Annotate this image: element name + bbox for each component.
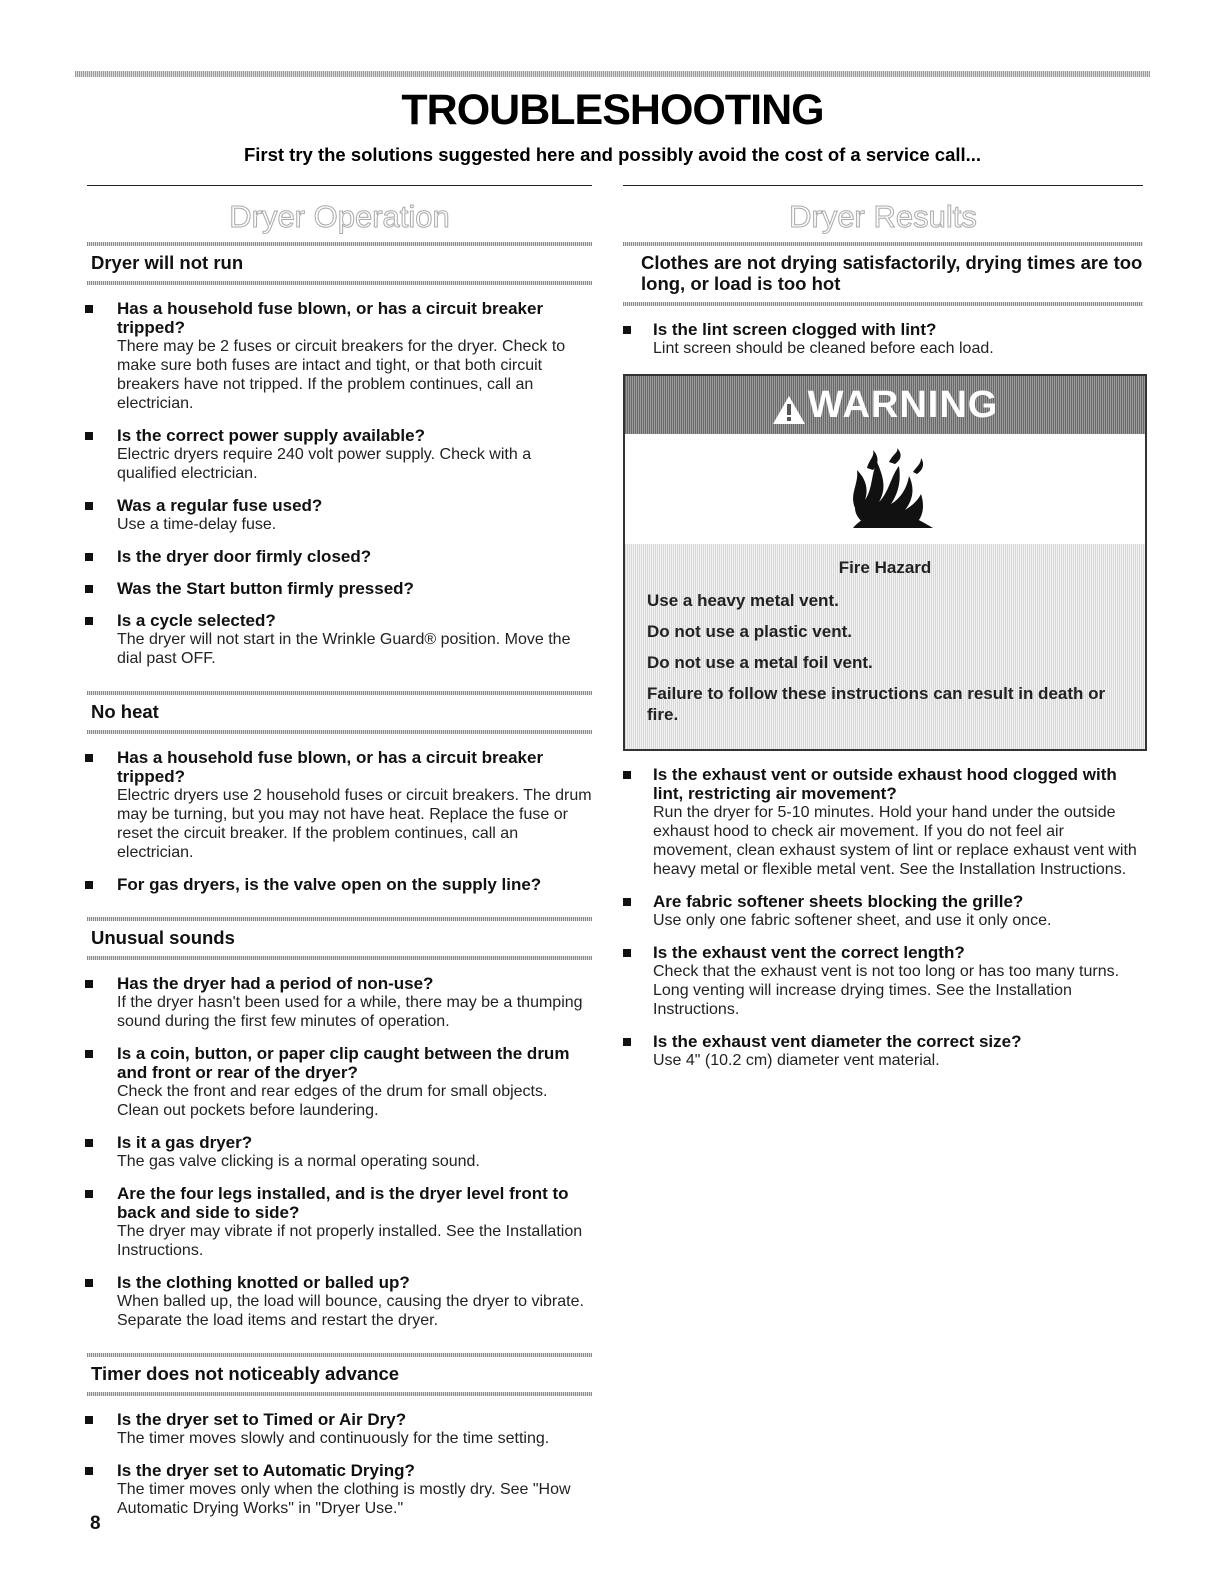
left-column bbox=[87, 185, 592, 1541]
section-gap bbox=[87, 1531, 592, 1541]
warning-box bbox=[623, 374, 1147, 751]
item-question: Is the clothing knotted or balled up? bbox=[117, 1273, 410, 1292]
troubleshooting-item bbox=[102, 974, 592, 1031]
item-answer: Electric dryers use 2 household fuses or circuit breakers. The drum may be turning, but you may not have heat. Replace the fuse or reset the circuit breaker. If the problem continues, call an electrician. bbox=[117, 787, 592, 861]
item-answer: The timer moves only when the clothing is mostly dry. See "How Automatic Drying Works" in "Dryer Use." bbox=[117, 1481, 571, 1517]
fire-hazard-pictogram bbox=[625, 434, 1145, 544]
page-number: 8 bbox=[90, 1513, 101, 1534]
item-answer: If the dryer hasn't been used for a while, there may be a thumping sound during the first few minutes of operation. bbox=[117, 994, 583, 1030]
item-question: Is the exhaust vent diameter the correct size? bbox=[653, 1032, 1022, 1051]
bullet-icon bbox=[85, 305, 93, 313]
hazard-title: Fire Hazard bbox=[838, 558, 932, 577]
item-answer: Check the front and rear edges of the drum for small objects. Clean out pockets before laundering. bbox=[117, 1083, 548, 1119]
section-title: Clothes are not drying satisfactorily, drying times are too long, or load is too hot bbox=[641, 252, 1143, 294]
item-question: Is a coin, button, or paper clip caught between the drum and front or rear of the dryer? bbox=[117, 1044, 570, 1082]
fire-icon bbox=[843, 448, 939, 535]
bullet-icon bbox=[85, 881, 93, 889]
item-question: Is the lint screen clogged with lint? bbox=[653, 320, 937, 339]
troubleshooting-item bbox=[102, 547, 592, 566]
section-gap bbox=[87, 1343, 592, 1353]
item-answer: There may be 2 fuses or circuit breakers for the dryer. Check to make sure both fuses are intact and tight, or that both circuit breakers have not tripped. If the problem continues, call an electrician. bbox=[117, 338, 566, 412]
item-list bbox=[87, 748, 592, 894]
item-answer: Electric dryers require 240 volt power supply. Check with a qualified electrician. bbox=[117, 446, 532, 482]
troubleshooting-item bbox=[102, 426, 592, 483]
bullet-icon bbox=[623, 771, 631, 779]
item-answer: Use a time-delay fuse. bbox=[117, 516, 277, 533]
item-question: Was the Start button firmly pressed? bbox=[117, 579, 414, 598]
section-title: Dryer will not run bbox=[91, 252, 244, 273]
bullet-icon bbox=[85, 553, 93, 561]
item-list bbox=[623, 765, 1143, 1070]
troubleshooting-item bbox=[623, 943, 1143, 1019]
troubleshooting-item bbox=[102, 1461, 592, 1518]
section-title: No heat bbox=[91, 701, 159, 722]
item-question: Is the dryer set to Automatic Drying? bbox=[117, 1461, 415, 1480]
dotted-rule bbox=[87, 956, 592, 960]
warning-label: WARNING bbox=[807, 384, 999, 426]
bullet-icon bbox=[623, 898, 631, 906]
item-answer: When balled up, the load will bounce, causing the dryer to vibrate. Separate the load items and restart the dryer. bbox=[117, 1293, 584, 1329]
dotted-rule bbox=[87, 730, 592, 734]
page-subtitle: First try the solutions suggested here and possibly avoid the cost of a service call... bbox=[243, 144, 982, 165]
item-question: Is the exhaust vent the correct length? bbox=[653, 943, 965, 962]
warning-line: Use a heavy metal vent. bbox=[647, 591, 839, 610]
item-list bbox=[87, 299, 592, 668]
item-answer: The dryer will not start in the Wrinkle Guard® position. Move the dial past OFF. bbox=[117, 631, 571, 667]
warning-line: Do not use a plastic vent. bbox=[647, 622, 852, 641]
item-answer: Run the dryer for 5-10 minutes. Hold your hand under the outside exhaust hood to check air movement. If you do not feel air movement, clean exhaust system of lint or replace exhaust vent with heavy metal or flexible metal vent. See the Installation Instructions. bbox=[653, 804, 1137, 878]
item-question: Are the four legs installed, and is the dryer level front to back and side to side? bbox=[117, 1184, 569, 1222]
warning-line: Failure to follow these instructions can result in death or fire. bbox=[647, 684, 1106, 724]
troubleshooting-item bbox=[102, 611, 592, 668]
bullet-icon bbox=[85, 617, 93, 625]
bullet-icon bbox=[623, 949, 631, 957]
item-question: Is a cycle selected? bbox=[117, 611, 276, 630]
column-heading-dryer-results: Dryer Results bbox=[789, 199, 977, 234]
item-question: Has a household fuse blown, or has a circuit breaker tripped? bbox=[117, 748, 544, 786]
item-answer: The gas valve clicking is a normal operating sound. bbox=[117, 1153, 480, 1170]
dotted-rule bbox=[623, 302, 1143, 306]
troubleshooting-item bbox=[102, 299, 592, 413]
item-question: Is the correct power supply available? bbox=[117, 426, 425, 445]
bullet-icon bbox=[623, 1038, 631, 1046]
warning-banner bbox=[625, 376, 1145, 434]
item-answer: Use 4" (10.2 cm) diameter vent material. bbox=[653, 1052, 940, 1069]
bullet-icon bbox=[85, 1190, 93, 1198]
troubleshooting-item bbox=[102, 1184, 592, 1260]
item-answer: Lint screen should be cleaned before each load. bbox=[653, 340, 994, 357]
bullet-icon bbox=[85, 1050, 93, 1058]
item-answer: The timer moves slowly and continuously for the time setting. bbox=[117, 1430, 550, 1447]
bullet-icon bbox=[85, 754, 93, 762]
item-question: Was a regular fuse used? bbox=[117, 496, 323, 515]
left-sections bbox=[87, 242, 592, 1541]
item-question: Are fabric softener sheets blocking the grille? bbox=[653, 892, 1024, 911]
troubleshooting-item bbox=[623, 320, 1143, 358]
troubleshooting-item bbox=[102, 1410, 592, 1448]
item-answer: Use only one fabric softener sheet, and use it only once. bbox=[653, 912, 1052, 929]
troubleshooting-item bbox=[102, 748, 592, 862]
bullet-icon bbox=[85, 1279, 93, 1287]
section-title: Timer does not noticeably advance bbox=[91, 1363, 400, 1384]
bullet-icon bbox=[85, 585, 93, 593]
troubleshooting-item bbox=[623, 892, 1143, 930]
bullet-icon bbox=[85, 980, 93, 988]
bullet-icon bbox=[85, 502, 93, 510]
item-question: Is it a gas dryer? bbox=[117, 1133, 253, 1152]
top-dotted-rule bbox=[75, 71, 1150, 77]
bullet-icon bbox=[623, 326, 631, 334]
item-question: Has a household fuse blown, or has a circuit breaker tripped? bbox=[117, 299, 544, 337]
troubleshooting-item bbox=[623, 1032, 1143, 1070]
item-answer: Check that the exhaust vent is not too long or has too many turns. Long venting will increase drying times. See the Installation Instructions. bbox=[653, 963, 1120, 1018]
section-gap bbox=[87, 907, 592, 917]
warning-line: Do not use a metal foil vent. bbox=[647, 653, 873, 672]
warning-triangle-icon bbox=[772, 395, 806, 430]
bullet-icon bbox=[85, 1416, 93, 1424]
troubleshooting-item bbox=[102, 1133, 592, 1171]
item-list bbox=[87, 974, 592, 1330]
item-question: For gas dryers, is the valve open on the supply line? bbox=[117, 875, 542, 894]
warning-body bbox=[625, 544, 1145, 749]
right-column bbox=[623, 185, 1143, 1083]
troubleshooting-item bbox=[623, 765, 1143, 879]
bullet-icon bbox=[85, 1139, 93, 1147]
troubleshooting-item bbox=[102, 875, 592, 894]
item-question: Is the exhaust vent or outside exhaust hood clogged with lint, restricting air movement? bbox=[653, 765, 1117, 803]
troubleshooting-item bbox=[102, 1273, 592, 1330]
bullet-icon bbox=[85, 432, 93, 440]
item-answer: The dryer may vibrate if not properly installed. See the Installation Instructions. bbox=[117, 1223, 583, 1259]
dotted-rule bbox=[87, 281, 592, 285]
dotted-rule bbox=[87, 1392, 592, 1396]
column-heading-dryer-operation: Dryer Operation bbox=[229, 199, 450, 234]
troubleshooting-item bbox=[102, 496, 592, 534]
item-list bbox=[87, 1410, 592, 1518]
item-question: Has the dryer had a period of non-use? bbox=[117, 974, 434, 993]
item-question: Is the dryer door firmly closed? bbox=[117, 547, 372, 566]
page-title: TROUBLESHOOTING bbox=[401, 86, 824, 134]
troubleshooting-item bbox=[102, 579, 592, 598]
troubleshooting-item bbox=[102, 1044, 592, 1120]
section-title: Unusual sounds bbox=[91, 927, 235, 948]
item-question: Is the dryer set to Timed or Air Dry? bbox=[117, 1410, 407, 1429]
bullet-icon bbox=[85, 1467, 93, 1475]
item-list bbox=[623, 320, 1143, 358]
section-gap bbox=[87, 681, 592, 691]
